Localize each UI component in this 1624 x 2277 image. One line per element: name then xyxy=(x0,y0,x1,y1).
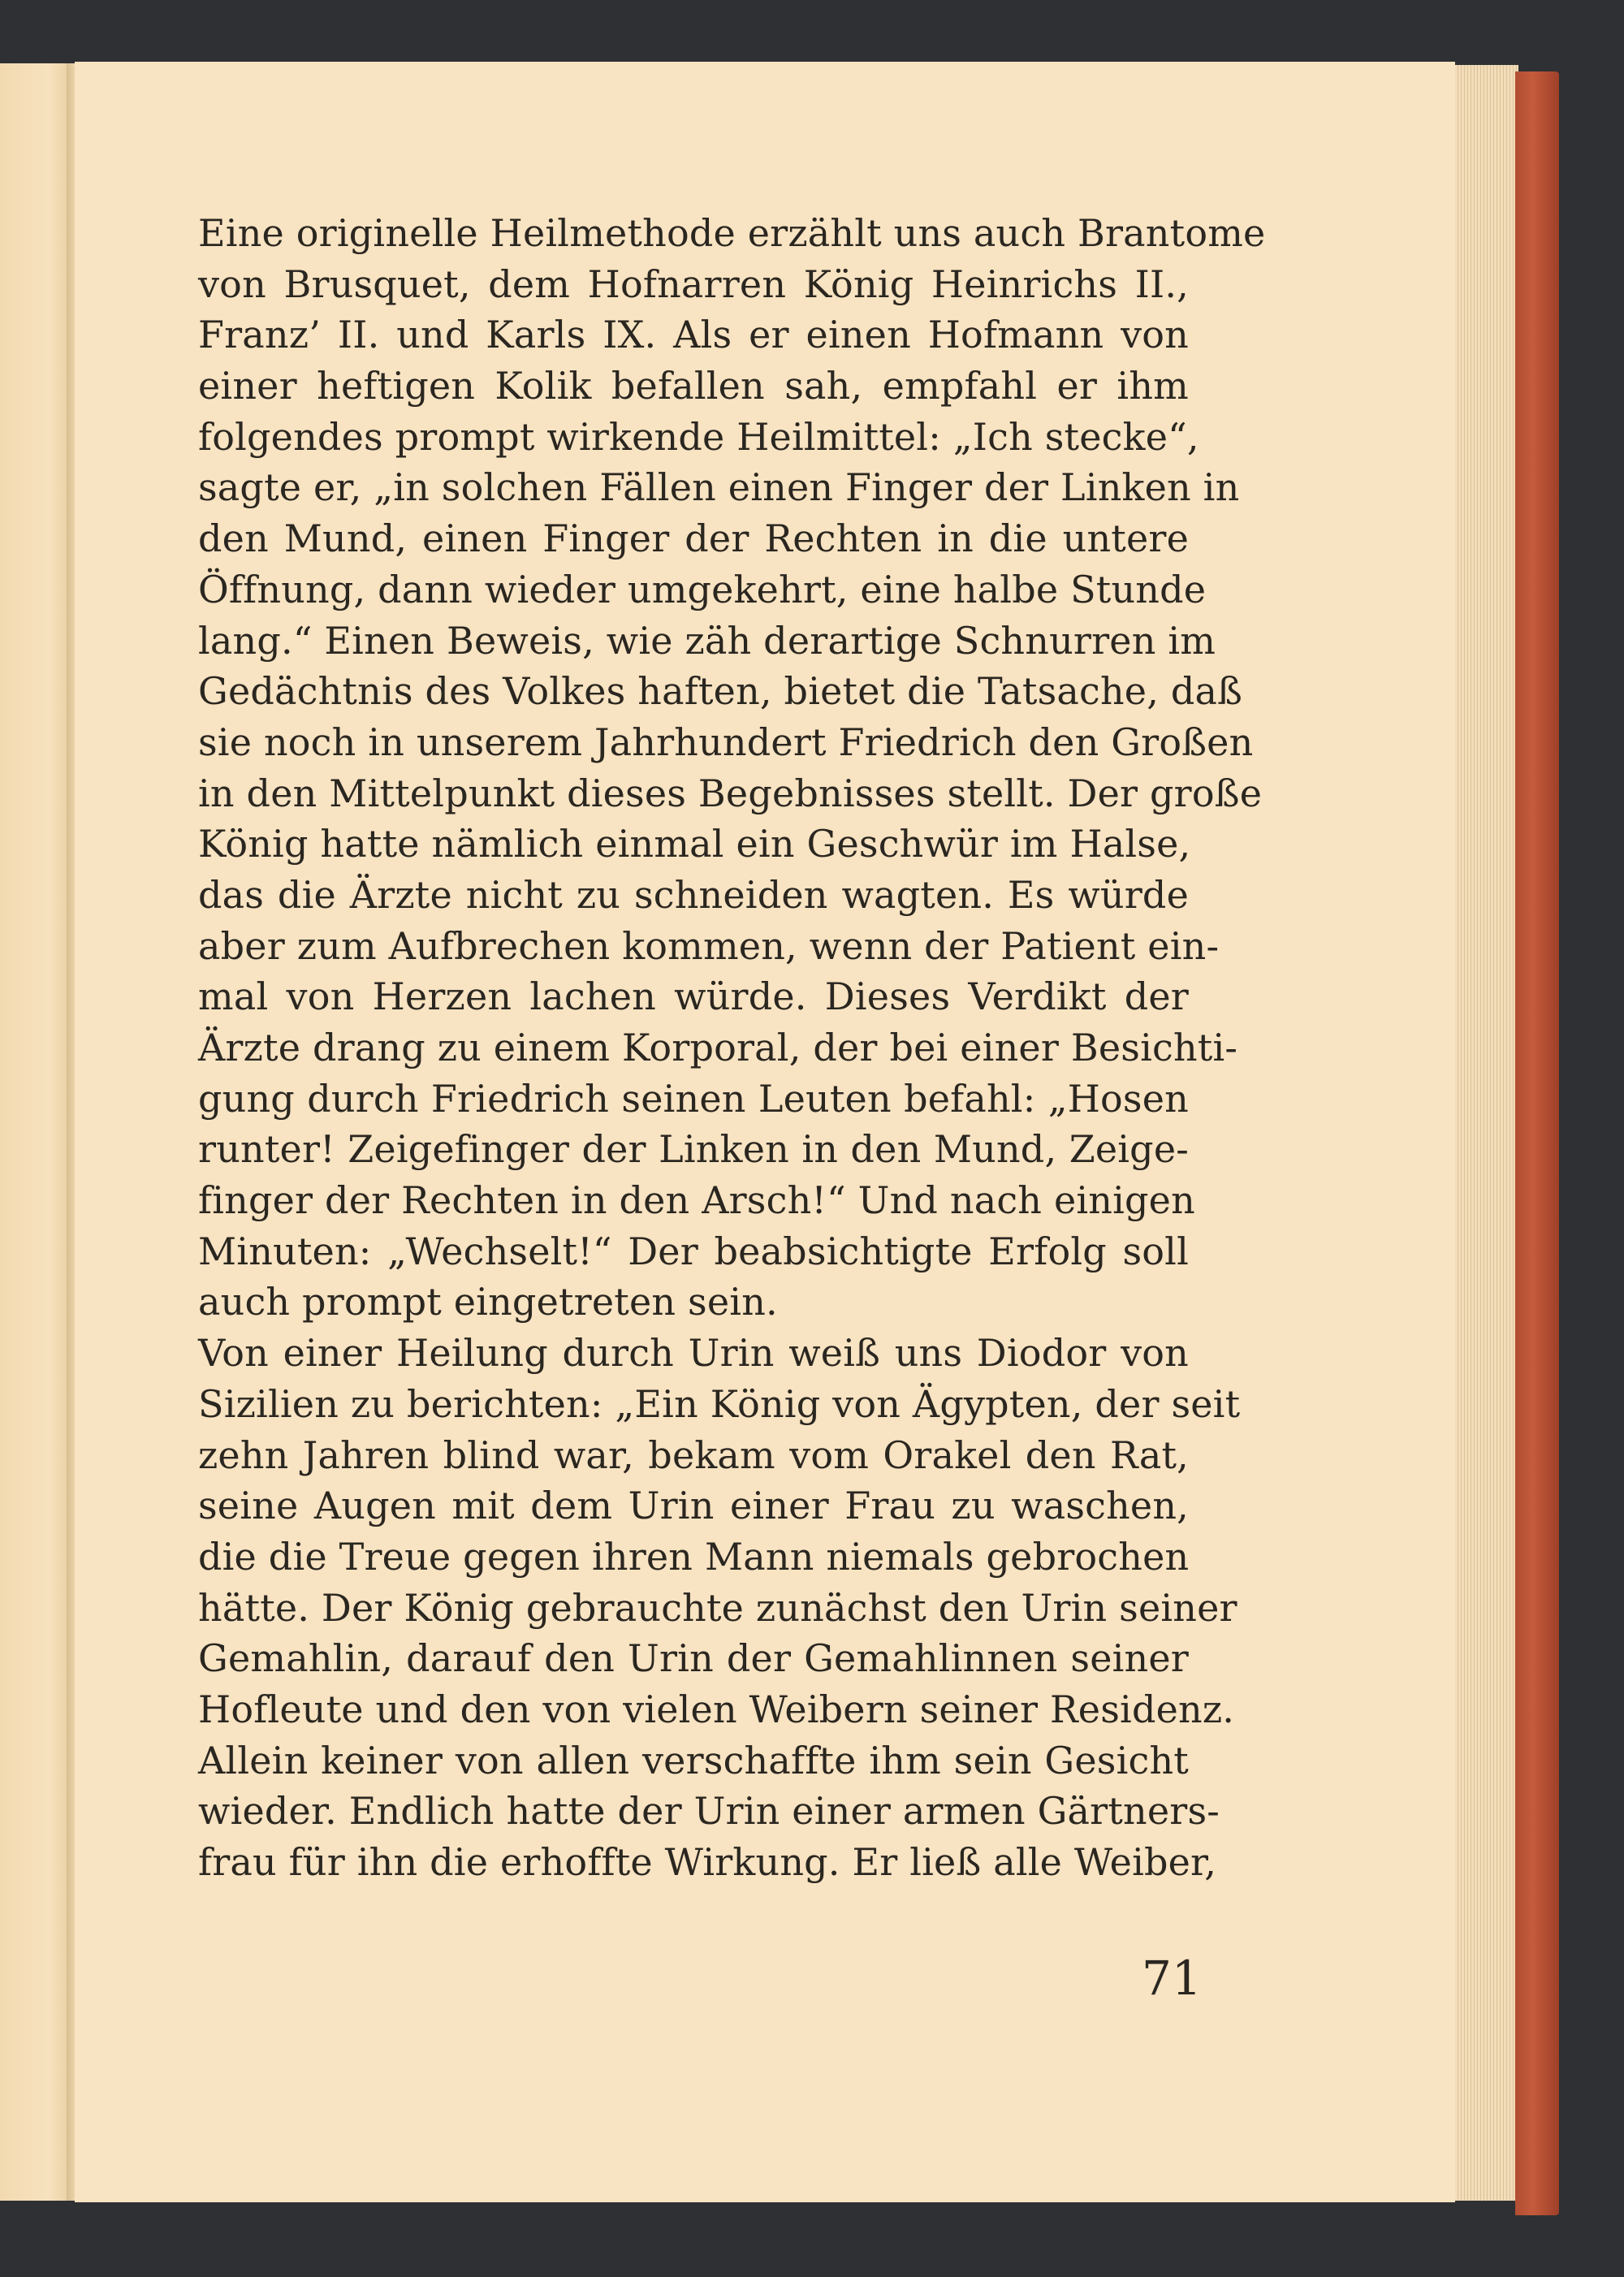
text-line: Ärzte drang zu einem Korporal, der bei einer Besichti- xyxy=(198,1026,1238,1069)
text-line: die die Treue gegen ihren Mann niemals gebrochen xyxy=(198,1534,1190,1579)
text-line: sie noch in unserem Jahrhundert Friedrich den Großen xyxy=(198,719,1254,764)
book-cover-edge xyxy=(1515,71,1559,2215)
text-line: seine Augen mit dem Urin einer Frau zu waschen, xyxy=(198,1484,1189,1528)
text-line: frau für ihn die erhoffte Wirkung. Er ließ alle Weiber, xyxy=(198,1840,1217,1884)
text-line: König hatte nämlich einmal ein Geschwür im Halse, xyxy=(198,822,1191,866)
page-number: 71 xyxy=(1142,1951,1202,2006)
text-line: in den Mittelpunkt dieses Begebnisses stellt. Der große xyxy=(198,771,1263,815)
text-line: den Mund, einen Finger der Rechten in die untere xyxy=(198,516,1189,561)
paragraph-end-line: auch prompt eingetreten sein. xyxy=(198,1280,778,1324)
text-line: Sizilien zu berichten: „Ein König von Ägypten, der seit xyxy=(198,1381,1241,1426)
text-line: wieder. Endlich hatte der Urin einer armen Gärtners- xyxy=(198,1789,1220,1834)
text-line: Gemahlin, darauf den Urin der Gemahlinnen seiner xyxy=(198,1636,1189,1681)
facing-page-edge xyxy=(0,63,70,2201)
text-line: Franz’ II. und Karls IX. Als er einen Hofmann von xyxy=(198,313,1189,357)
text-line: von Brusquet, dem Hofnarren König Heinrichs II., xyxy=(198,261,1189,306)
text-line: Hofleute und den von vielen Weibern seiner Residenz. xyxy=(198,1687,1235,1731)
text-line: Öffnung, dann wieder umgekehrt, eine halbe Stunde xyxy=(198,567,1207,611)
text-line: lang.“ Einen Beweis, wie zäh derartige Schnurren im xyxy=(198,618,1216,663)
text-line: folgendes prompt wirkende Heilmittel: „Ich stecke“, xyxy=(198,414,1199,459)
text-line: aber zum Aufbrechen kommen, wenn der Patient ein- xyxy=(198,923,1220,968)
text-line: runter! Zeigefinger der Linken in den Mund, Zeige- xyxy=(198,1127,1189,1172)
text-line: finger der Rechten in den Arsch!“ Und nach einigen xyxy=(198,1178,1195,1223)
text-line: gung durch Friedrich seinen Leuten befahl: „Hosen xyxy=(198,1076,1189,1121)
text-line: einer heftigen Kolik befallen sah, empfahl er ihm xyxy=(198,364,1189,408)
text-line: Eine originelle Heilmethode erzählt uns auch Brantome xyxy=(198,211,1266,255)
body-text xyxy=(198,208,1266,1888)
text-line: Von einer Heilung durch Urin weiß uns Diodor von xyxy=(198,1331,1189,1376)
text-line: das die Ärzte nicht zu schneiden wagten. Es würde xyxy=(198,872,1189,917)
page-edges xyxy=(1455,65,1518,2201)
text-line: Minuten: „Wechselt!“ Der beabsichtigte Erfolg soll xyxy=(198,1229,1189,1273)
text-line: Gedächtnis des Volkes haften, bietet die Tatsache, daß xyxy=(198,669,1243,714)
text-line: mal von Herzen lachen würde. Dieses Verdikt der xyxy=(198,974,1189,1019)
text-line: sagte er, „in solchen Fällen einen Finger der Linken in xyxy=(198,465,1240,510)
text-line: hätte. Der König gebrauchte zunächst den Urin seiner xyxy=(198,1585,1237,1630)
text-line: zehn Jahren blind war, bekam vom Orakel den Rat, xyxy=(198,1432,1189,1477)
text-line: Allein keiner von allen verschaffte ihm sein Gesicht xyxy=(198,1738,1189,1782)
